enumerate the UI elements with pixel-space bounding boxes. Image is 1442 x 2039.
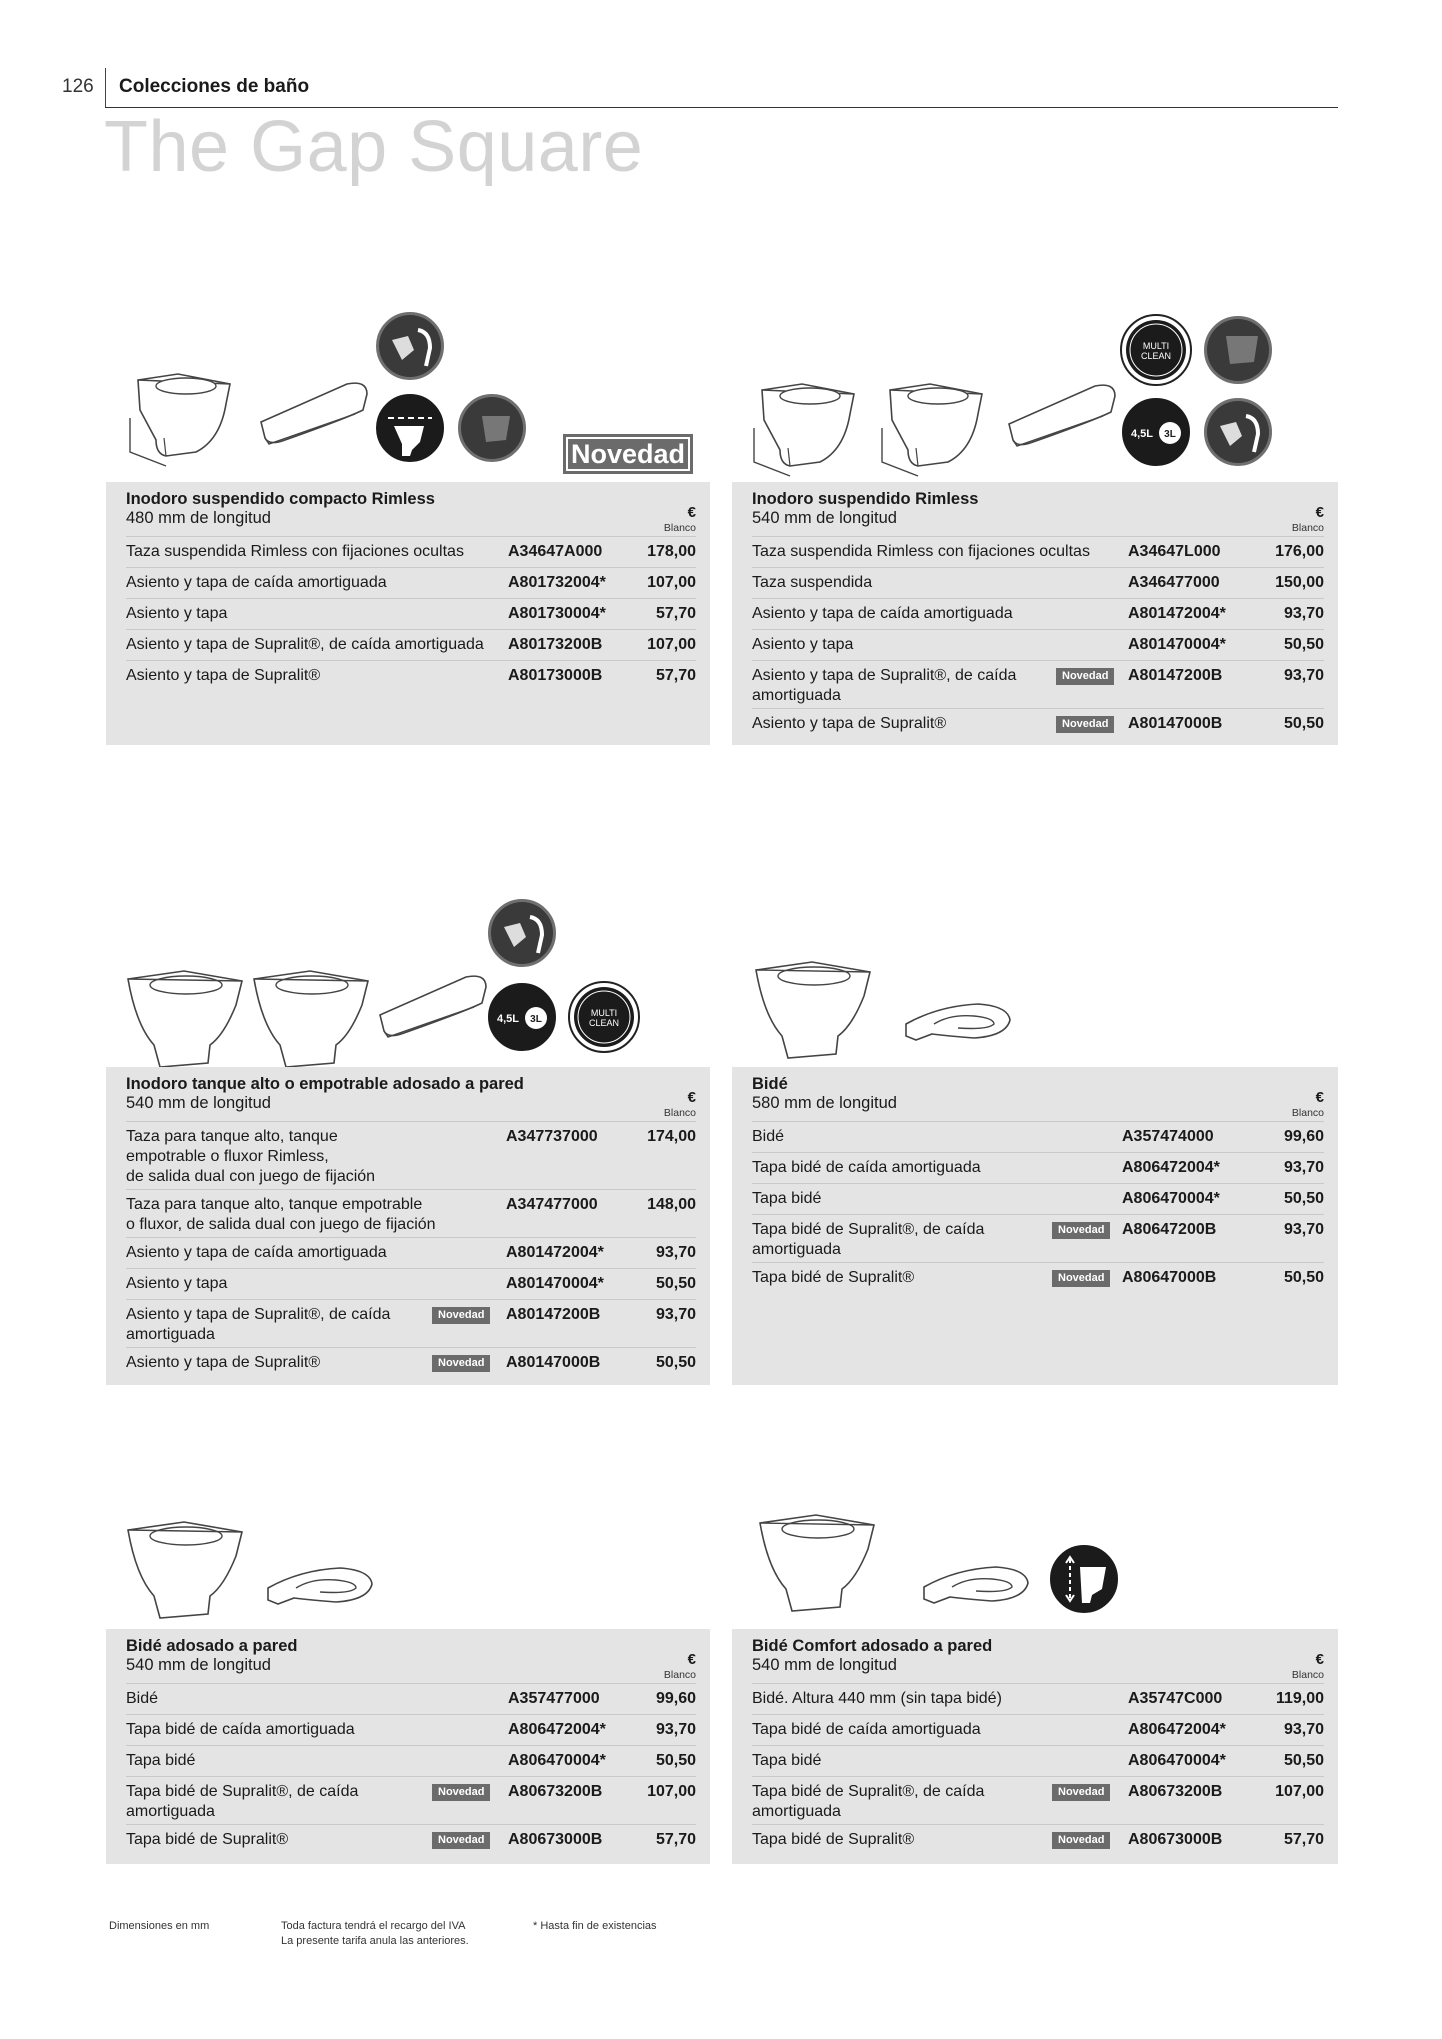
row-description: Asiento y tapa de Supralit® — [752, 715, 947, 732]
table-rows — [126, 536, 696, 691]
row-price: 150,00 — [1275, 574, 1324, 591]
row-price: 107,00 — [647, 636, 696, 653]
row-reference: A80673200B — [1128, 1783, 1223, 1800]
table-row — [752, 629, 1324, 660]
novedad-tag: Novedad — [432, 1784, 490, 1801]
row-description: Asiento y tapa de Supralit®, de caída amortiguada — [752, 667, 1017, 704]
multiclean-icon — [569, 982, 639, 1052]
row-reference: A80147200B — [506, 1306, 601, 1323]
row-price: 93,70 — [655, 1244, 696, 1261]
table-subtitle: 540 mm de longitud — [752, 509, 897, 527]
table-row — [126, 1268, 696, 1299]
row-reference: A801732004* — [508, 574, 606, 591]
row-description: Asiento y tapa — [126, 605, 228, 622]
wall-bidet-illustration — [128, 1522, 242, 1618]
table-rows — [752, 536, 1324, 739]
dual-flush-icon — [1121, 397, 1191, 467]
table-subtitle: 540 mm de longitud — [752, 1656, 897, 1674]
table-title: Inodoro suspendido Rimless — [752, 490, 979, 508]
novedad-tag: Novedad — [432, 1355, 490, 1372]
product-table-rimless — [732, 482, 1338, 745]
row-price: 99,60 — [655, 1690, 696, 1707]
bidet-lid-illustration — [268, 1568, 372, 1604]
row-description: Tapa bidé — [752, 1752, 822, 1769]
table-row — [752, 1152, 1324, 1183]
table-row — [126, 629, 696, 660]
row-description: Asiento y tapa — [752, 636, 854, 653]
back-to-wall-toilet-illustration — [128, 971, 242, 1067]
rimless-icon — [457, 393, 527, 463]
row-reference: A80147000B — [506, 1354, 601, 1371]
novedad-tag: Novedad — [1056, 668, 1114, 685]
row-price: 50,50 — [655, 1275, 696, 1292]
novedad-tag: Novedad — [432, 1307, 490, 1324]
flush-half-text: 3L — [530, 1014, 542, 1025]
finish-label: Blanco — [663, 522, 696, 534]
row-reference: A347737000 — [506, 1128, 598, 1145]
row-price: 93,70 — [1283, 605, 1324, 622]
table-subtitle: 540 mm de longitud — [126, 1094, 271, 1112]
table-subtitle: 480 mm de longitud — [126, 509, 271, 527]
footer-tax-line-1: Toda factura tendrá el recargo del IVA — [281, 1920, 466, 1932]
supralit-icon — [487, 898, 557, 968]
table-subtitle: 580 mm de longitud — [752, 1094, 897, 1112]
row-price: 107,00 — [647, 574, 696, 591]
bidet-illustration — [756, 962, 870, 1058]
back-to-wall-toilet-illustration-alt — [254, 971, 368, 1067]
table-row — [126, 1824, 696, 1855]
comfort-bidet-illustration — [760, 1515, 874, 1611]
product-table-compact-rimless — [106, 482, 710, 745]
table-row — [752, 536, 1324, 567]
seat-cover-illustration — [380, 976, 486, 1037]
table-row — [126, 567, 696, 598]
row-price: 50,50 — [1283, 636, 1324, 653]
row-description: Asiento y tapa de Supralit® — [126, 1354, 321, 1371]
row-price: 107,00 — [647, 1783, 696, 1800]
row-description: Asiento y tapa de Supralit®, de caída amortiguada — [126, 636, 484, 653]
bidet-lid-illustration — [906, 1004, 1010, 1040]
table-row — [752, 1683, 1324, 1714]
row-description: Tapa bidé de Supralit® — [752, 1831, 915, 1848]
row-description: Tapa bidé de Supralit® — [126, 1831, 289, 1848]
row-reference: A347477000 — [506, 1196, 598, 1213]
multiclean-text-2: CLEAN — [1140, 351, 1172, 361]
row-price: 93,70 — [1283, 667, 1324, 684]
finish-label: Blanco — [663, 1669, 696, 1681]
wall-hung-toilet-illustration — [130, 374, 230, 466]
header-divider — [105, 68, 106, 108]
row-reference: A80673000B — [1128, 1831, 1223, 1848]
product-table-comfort-bidet — [732, 1629, 1338, 1864]
comfort-height-icon — [1049, 1544, 1119, 1614]
row-price: 57,70 — [655, 605, 696, 622]
row-reference: A357474000 — [1122, 1128, 1214, 1145]
bidet-lid-illustration — [924, 1567, 1028, 1603]
table-row — [126, 598, 696, 629]
row-price: 50,50 — [1283, 1752, 1324, 1769]
product-images-back-to-wall — [120, 895, 660, 1075]
row-price: 176,00 — [1275, 543, 1324, 560]
table-rows — [752, 1121, 1324, 1293]
wall-hung-toilet-illustration — [754, 384, 854, 476]
multiclean-icon — [1121, 315, 1191, 385]
finish-label: Blanco — [1291, 1669, 1324, 1681]
table-row — [126, 1347, 696, 1378]
row-price: 93,70 — [655, 1306, 696, 1323]
footer-tax-line-2: La presente tarifa anula las anteriores. — [281, 1935, 469, 1947]
row-description: Tapa bidé de Supralit®, de caída amortiguada — [752, 1221, 985, 1258]
row-description: Taza para tanque alto, tanque empotrable o fluxor, de salida dual con juego de fijación — [126, 1196, 436, 1233]
footer-tax-note — [281, 1919, 469, 1949]
soft-close-icon — [375, 393, 445, 463]
row-price: 50,50 — [1283, 715, 1324, 732]
product-images-rimless — [748, 300, 1288, 480]
row-price: 50,50 — [1283, 1190, 1324, 1207]
table-row — [126, 1745, 696, 1776]
currency-label: € — [687, 504, 696, 521]
table-row — [126, 1776, 696, 1824]
row-reference: A806470004* — [1122, 1190, 1220, 1207]
table-row — [752, 1776, 1324, 1824]
currency-label: € — [687, 1089, 696, 1106]
row-price: 93,70 — [1283, 1721, 1324, 1738]
row-reference: A806470004* — [1128, 1752, 1226, 1769]
row-description: Asiento y tapa — [126, 1275, 228, 1292]
row-reference: A35747C000 — [1128, 1690, 1223, 1707]
table-row — [752, 708, 1324, 739]
row-reference: A806472004* — [1128, 1721, 1226, 1738]
row-description: Tapa bidé — [126, 1752, 196, 1769]
row-reference: A80173000B — [508, 667, 603, 684]
row-price: 119,00 — [1275, 1690, 1324, 1707]
table-row — [126, 1189, 696, 1237]
row-reference: A801470004* — [506, 1275, 604, 1292]
row-reference: A801472004* — [1128, 605, 1226, 622]
product-images-bidet — [748, 950, 1048, 1070]
row-price: 57,70 — [655, 1831, 696, 1848]
row-reference: A34647A000 — [508, 543, 603, 560]
row-reference: A806470004* — [508, 1752, 606, 1769]
flush-full-text: 4,5L — [1130, 428, 1154, 440]
row-reference: A357477000 — [508, 1690, 600, 1707]
novedad-tag: Novedad — [432, 1832, 490, 1849]
page-number: 126 — [62, 76, 94, 97]
rimless-icon — [1203, 315, 1273, 385]
product-table-back-to-wall — [106, 1067, 710, 1385]
section-title: Colecciones de baño — [119, 76, 310, 97]
row-price: 57,70 — [655, 667, 696, 684]
novedad-tag: Novedad — [1052, 1222, 1110, 1239]
novedad-tag: Novedad — [1056, 716, 1114, 733]
table-row — [752, 1824, 1324, 1855]
row-reference: A346477000 — [1128, 574, 1220, 591]
row-description: Bidé — [752, 1128, 785, 1145]
dual-flush-icon — [487, 982, 557, 1052]
multiclean-text-1: MULTI — [1142, 341, 1170, 351]
currency-label: € — [1315, 1089, 1324, 1106]
row-description: Tapa bidé de Supralit®, de caída amortiguada — [752, 1783, 985, 1820]
product-table-wall-bidet — [106, 1629, 710, 1864]
row-reference: A80147200B — [1128, 667, 1223, 684]
multiclean-text-2: CLEAN — [588, 1018, 620, 1028]
row-reference: A34647L000 — [1128, 543, 1221, 560]
row-reference: A80673000B — [508, 1831, 603, 1848]
table-row — [752, 1121, 1324, 1152]
row-reference: A801730004* — [508, 605, 606, 622]
row-description: Asiento y tapa de caída amortiguada — [752, 605, 1013, 622]
supralit-icon — [375, 311, 445, 381]
row-description: Bidé. Altura 440 mm (sin tapa bidé) — [752, 1690, 1002, 1707]
row-reference: A806472004* — [1122, 1159, 1220, 1176]
table-row — [126, 1299, 696, 1347]
row-price: 99,60 — [1283, 1128, 1324, 1145]
supralit-icon — [1203, 397, 1273, 467]
row-price: 93,70 — [1283, 1221, 1324, 1238]
row-reference: A80647200B — [1122, 1221, 1217, 1238]
table-row — [752, 598, 1324, 629]
footer-stock-note: * Hasta fin de existencias — [533, 1920, 657, 1932]
wall-hung-toilet-illustration-alt — [882, 384, 982, 476]
table-row — [752, 1745, 1324, 1776]
table-title: Bidé Comfort adosado a pared — [752, 1637, 993, 1655]
row-price: 148,00 — [647, 1196, 696, 1213]
footer-dimensions: Dimensiones en mm — [109, 1920, 210, 1932]
novedad-tag: Novedad — [1052, 1784, 1110, 1801]
table-row — [752, 660, 1324, 708]
row-reference: A80673200B — [508, 1783, 603, 1800]
table-row — [126, 1683, 696, 1714]
row-price: 50,50 — [655, 1752, 696, 1769]
row-price: 174,00 — [647, 1128, 696, 1145]
row-description: Tapa bidé de caída amortiguada — [752, 1159, 981, 1176]
table-rows — [752, 1683, 1324, 1855]
table-rows — [126, 1121, 696, 1378]
table-row — [126, 1121, 696, 1189]
finish-label: Blanco — [1291, 1107, 1324, 1119]
row-description: Bidé — [126, 1690, 159, 1707]
table-title: Bidé — [752, 1075, 788, 1093]
novedad-tag: Novedad — [1052, 1832, 1110, 1849]
row-reference: A80173200B — [508, 636, 603, 653]
finish-label: Blanco — [663, 1107, 696, 1119]
row-price: 178,00 — [647, 543, 696, 560]
flush-full-text: 4,5L — [496, 1013, 520, 1025]
novedad-badge: Novedad — [563, 434, 693, 474]
table-row — [752, 1214, 1324, 1262]
row-reference: A801470004* — [1128, 636, 1226, 653]
row-price: 93,70 — [655, 1721, 696, 1738]
seat-cover-illustration — [1009, 385, 1115, 446]
row-description: Asiento y tapa de Supralit® — [126, 667, 321, 684]
row-description: Asiento y tapa de caída amortiguada — [126, 1244, 387, 1261]
row-description: Taza suspendida — [752, 574, 873, 591]
table-row — [752, 1183, 1324, 1214]
table-title: Bidé adosado a pared — [126, 1637, 298, 1655]
row-description: Tapa bidé — [752, 1190, 822, 1207]
table-rows — [126, 1683, 696, 1855]
row-price: 107,00 — [1275, 1783, 1324, 1800]
product-images-comfort-bidet — [748, 1495, 1128, 1635]
table-row — [126, 660, 696, 691]
row-reference: A80147000B — [1128, 715, 1223, 732]
row-description: Tapa bidé de caída amortiguada — [126, 1721, 355, 1738]
table-row — [752, 1714, 1324, 1745]
row-description: Tapa bidé de Supralit® — [752, 1269, 915, 1286]
row-description: Taza suspendida Rimless con fijaciones ocultas — [126, 543, 464, 560]
table-row — [126, 1237, 696, 1268]
row-description: Taza para tanque alto, tanque empotrable o fluxor Rimless, de salida dual con juego de fijación — [126, 1128, 376, 1185]
row-reference: A806472004* — [508, 1721, 606, 1738]
row-reference: A80647000B — [1122, 1269, 1217, 1286]
row-price: 50,50 — [1283, 1269, 1324, 1286]
table-row — [126, 536, 696, 567]
product-table-bidet — [732, 1067, 1338, 1385]
seat-cover-illustration — [261, 383, 367, 444]
row-description: Asiento y tapa de caída amortiguada — [126, 574, 387, 591]
row-price: 57,70 — [1283, 1831, 1324, 1848]
multiclean-text-1: MULTI — [590, 1008, 618, 1018]
table-title: Inodoro suspendido compacto Rimless — [126, 490, 435, 508]
row-description: Tapa bidé de caída amortiguada — [752, 1721, 981, 1738]
finish-label: Blanco — [1291, 522, 1324, 534]
flush-half-text: 3L — [1164, 429, 1176, 440]
page-title: The Gap Square — [104, 107, 644, 187]
currency-label: € — [687, 1651, 696, 1668]
currency-label: € — [1315, 504, 1324, 521]
product-images-wall-bidet — [120, 1510, 420, 1635]
table-title: Inodoro tanque alto o empotrable adosado a pared — [126, 1075, 524, 1093]
row-description: Taza suspendida Rimless con fijaciones ocultas — [752, 543, 1090, 560]
table-row — [752, 567, 1324, 598]
product-images-compact — [120, 300, 686, 480]
row-description: Tapa bidé de Supralit®, de caída amortiguada — [126, 1783, 359, 1820]
table-subtitle: 540 mm de longitud — [126, 1656, 271, 1674]
currency-label: € — [1315, 1651, 1324, 1668]
table-row — [752, 1262, 1324, 1293]
row-reference: A801472004* — [506, 1244, 604, 1261]
row-price: 50,50 — [655, 1354, 696, 1371]
table-row — [126, 1714, 696, 1745]
row-price: 93,70 — [1283, 1159, 1324, 1176]
row-description: Asiento y tapa de Supralit®, de caída amortiguada — [126, 1306, 391, 1343]
novedad-tag: Novedad — [1052, 1270, 1110, 1287]
